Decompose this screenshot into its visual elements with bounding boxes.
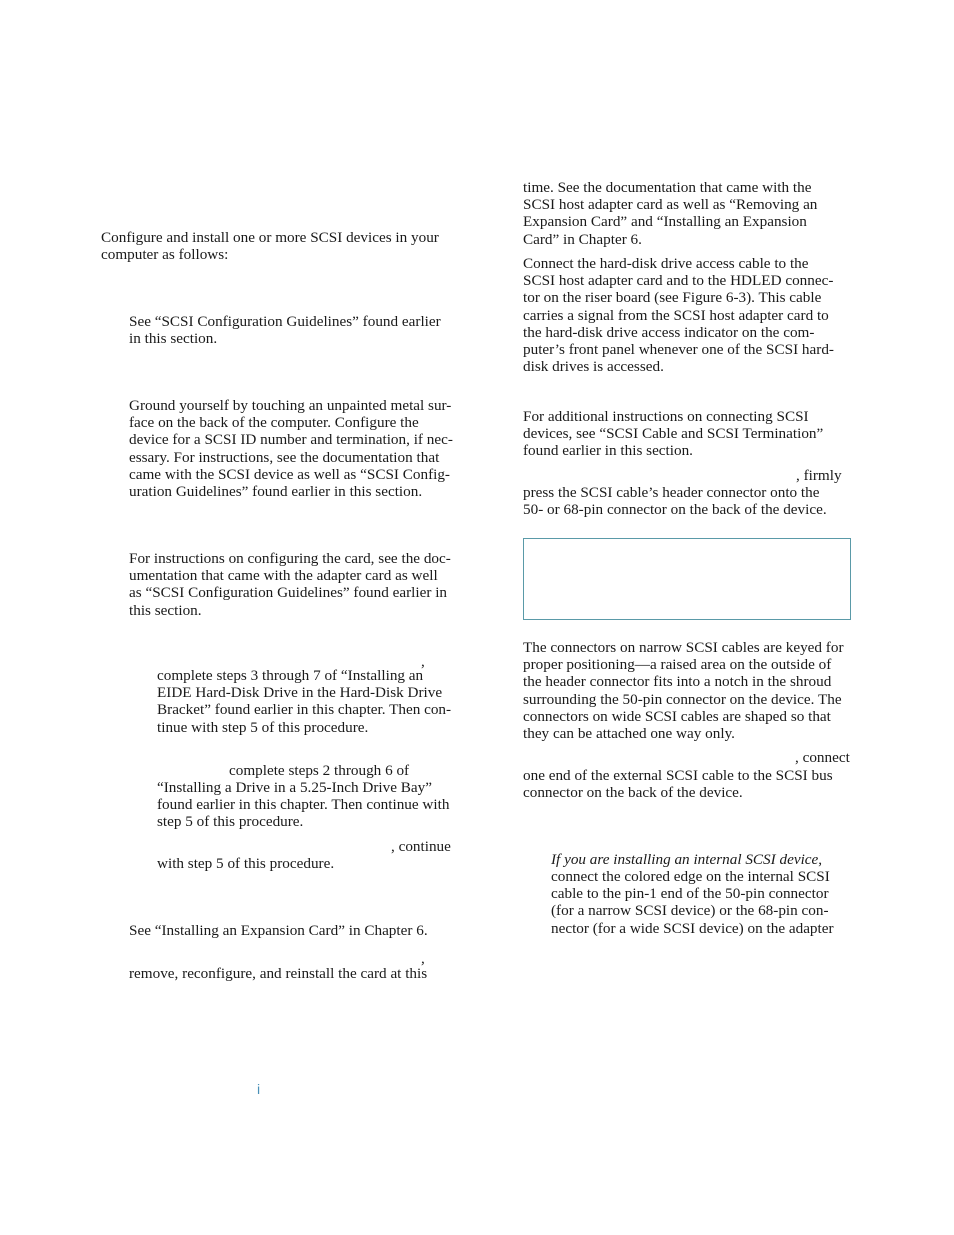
sub-b-line: step 5 of this procedure. bbox=[157, 813, 304, 831]
step3-line: umentation that came with the adapter card as well bbox=[129, 567, 438, 585]
sub-b-line: “Installing a Drive in a 5.25-Inch Drive Bay” bbox=[157, 779, 432, 796]
step2-line: device for a SCSI ID number and termination, if nec- bbox=[129, 431, 453, 449]
step2-line: came with the SCSI device as well as “SCSI Config- bbox=[129, 465, 450, 483]
note-paragraph bbox=[523, 639, 844, 742]
sub-italic-first-line bbox=[551, 851, 822, 868]
intro-line: Configure and install one or more SCSI devices in your bbox=[101, 229, 439, 246]
step5-comma: , bbox=[421, 950, 425, 967]
step5-line: remove, reconfigure, and reinstall the card at this bbox=[129, 965, 428, 982]
sub-line: cable to the pin-1 end of the 50-pin connector bbox=[551, 885, 829, 903]
internal-line: 50- or 68-pin connector on the back of the device. bbox=[523, 501, 827, 519]
external-paragraph bbox=[523, 767, 833, 801]
step1-line: in this section. bbox=[129, 330, 218, 348]
step6-paragraph bbox=[523, 255, 834, 375]
continued-line: SCSI host adapter card as well as “Removing an bbox=[523, 196, 818, 214]
note-line: proper positioning—a raised area on the outside of bbox=[523, 656, 832, 674]
continued-paragraph bbox=[523, 179, 817, 248]
external-line: connector on the back of the device. bbox=[523, 784, 743, 802]
step3-line: For instructions on configuring the card, see the doc- bbox=[129, 550, 451, 567]
note-line: The connectors on narrow SCSI cables are keyed for bbox=[523, 639, 844, 656]
sub-b-line: found earlier in this chapter. Then continue with bbox=[157, 796, 450, 814]
sub-b-first-line: complete steps 2 through 6 of bbox=[229, 762, 410, 779]
step6-line: puter’s front panel whenever one of the SCSI hard- bbox=[523, 341, 834, 359]
continued-line: Expansion Card” and “Installing an Expansion bbox=[523, 213, 807, 231]
sub-a-line: tinue with step 5 of this procedure. bbox=[157, 718, 369, 736]
sub-line: (for a narrow SCSI device) or the 68-pin con- bbox=[551, 902, 829, 920]
sub-c-first-line: , continue bbox=[391, 838, 451, 855]
sub-italic-comma: , bbox=[818, 851, 823, 868]
step2-line: essary. For instructions, see the documentation that bbox=[129, 448, 440, 466]
step1-line: See “SCSI Configuration Guidelines” found earlier bbox=[129, 313, 441, 330]
step3-line: as “SCSI Configuration Guidelines” found earlier in bbox=[129, 584, 448, 602]
sub-line: nector (for a wide SCSI device) on the adapter bbox=[551, 919, 834, 937]
note-line: the header connector fits into a notch in the shroud bbox=[523, 673, 832, 691]
sub-a-comma: , bbox=[421, 653, 425, 670]
continued-line: Card” in Chapter 6. bbox=[523, 230, 642, 248]
step6-line: Connect the hard-disk drive access cable to the bbox=[523, 255, 809, 272]
intro-line: computer as follows: bbox=[101, 246, 229, 264]
internal-paragraph bbox=[523, 484, 827, 518]
sub-italic-text: If you are installing an internal SCSI device bbox=[551, 851, 819, 868]
step7-line: found earlier in this section. bbox=[523, 442, 693, 460]
step2-line: uration Guidelines” found earlier in this section. bbox=[129, 483, 423, 501]
step2-line: Ground yourself by touching an unpainted metal sur- bbox=[129, 397, 452, 414]
external-line: one end of the external SCSI cable to the SCSI bus bbox=[523, 767, 833, 784]
step7-line: devices, see “SCSI Cable and SCSI Termination” bbox=[523, 425, 824, 443]
note-line: connectors on wide SCSI cables are shaped so that bbox=[523, 707, 831, 725]
step7-line: For additional instructions on connecting SCSI bbox=[523, 408, 809, 425]
continued-line: time. See the documentation that came with the bbox=[523, 179, 812, 196]
sub-paragraph bbox=[551, 868, 834, 937]
step7-paragraph bbox=[523, 408, 823, 460]
step2-line: face on the back of the computer. Configure the bbox=[129, 414, 419, 432]
sub-a-line: EIDE Hard-Disk Drive in the Hard-Disk Drive bbox=[157, 684, 443, 702]
step6-line: the hard-disk drive access indicator on the com- bbox=[523, 323, 815, 341]
step6-line: SCSI host adapter card and to the HDLED connec- bbox=[523, 272, 834, 290]
internal-line: press the SCSI cable’s header connector onto the bbox=[523, 484, 820, 501]
note-line: surrounding the 50-pin connector on the device. The bbox=[523, 690, 842, 708]
step3-line: this section. bbox=[129, 601, 202, 619]
sub-c-line: with step 5 of this procedure. bbox=[157, 855, 335, 872]
step6-line: carries a signal from the SCSI host adapter card to bbox=[523, 306, 829, 324]
internal-first-line: , firmly bbox=[796, 467, 842, 484]
step6-line: tor on the riser board (see Figure 6-3). This cable bbox=[523, 289, 822, 307]
external-first-line: , connect bbox=[795, 749, 850, 766]
note-box bbox=[523, 538, 851, 620]
step6-line: disk drives is accessed. bbox=[523, 358, 664, 376]
sub-line: connect the colored edge on the internal SCSI bbox=[551, 868, 830, 885]
sub-a-line: complete steps 3 through 7 of “Installing an bbox=[157, 667, 424, 684]
note-line: they can be attached one way only. bbox=[523, 725, 735, 743]
footer-mark: i bbox=[257, 1081, 261, 1097]
step4-paragraph: See “Installing an Expansion Card” in Chapter 6. bbox=[129, 922, 428, 939]
sub-a-line: Bracket” found earlier in this chapter. Then con- bbox=[157, 701, 452, 719]
